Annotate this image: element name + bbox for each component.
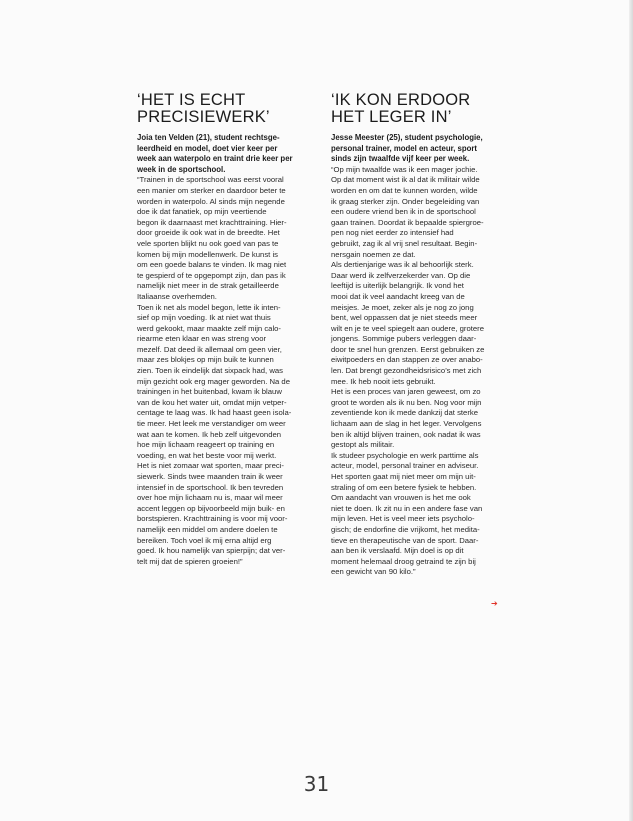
right-article-intro: Jesse Meester (25), student psychologie, personal trainer, model en acteur, sport sinds zijn twaalfde vijf keer per week. [331, 133, 483, 164]
left-article-headline: ‘HET IS ECHT PRECISIEWERK’ [137, 91, 270, 126]
left-article-intro: Joia ten Velden (21), student rechtsge- leerdheid en model, doet vier keer per week aan waterpolo en traint drie keer per week in de sportschool. [137, 133, 293, 174]
page-number: 31 [303, 772, 330, 796]
left-article [137, 92, 303, 567]
right-article [331, 92, 503, 578]
right-article-headline: ‘IK KON ERDOOR HET LEGER IN’ [331, 91, 471, 126]
end-of-article-arrow-icon: ➔ [491, 599, 498, 608]
page-edge-shadow [629, 0, 633, 821]
right-article-body: “Op mijn twaalfde was ik een mager jochie. Op dat moment wist ik al dat ik militair wilde worden en om dat te kunnen worden, wilde ik graag sterker zijn. Onder begeleiding van een oudere vriend ben ik in de sportschool gaan trainen. Doordat ik bepaalde spiergroe- pen nog niet eerder zo intensief had gebruikt, zag ik al vrij snel resultaat. Begin- nersgain noemen ze dat. Als dertienjarige was ik al behoorlijk sterk. Daar werd ik zelfverzekerder van. Op die leeftijd is uiterlijk belangrijk. Ik vond het mooi dat ik veel aandacht kreeg van de meisjes. Je moet, zeker als je nog zo jong bent, wel oppassen dat je niet steeds meer wilt en je te veel spiegelt aan oudere, grotere jongens. Sommige pubers verleggen daar- door te snel hun grenzen. Eerst gebruiken ze eiwitpoeders en dan stappen ze over anabo- len. Dat brengt gezondheidsrisico’s met zich mee. Ik heb nooit iets gebruikt. Het is een proces van jaren geweest, om zo groot te worden als ik nu ben. Nog voor mijn zeventiende kon ik mede dankzij dat sterke lichaam aan de slag in het leger. Vervolgens ben ik altijd blijven trainen, ook nadat ik was gestopt als militair. Ik studeer psychologie en werk parttime als acteur, model, personal trainer en adviseur. Het sporten gaat mij niet meer om mijn uit- straling of om een betere fysiek te hebben. Om aandacht van vrouwen is het me ook niet te doen. Ik zit nu in een andere fase van mijn leven. Het is veel meer iets psycholo- gisch; de endorfine die vrijkomt, het medita- tieve en therapeutische van de sport. Daar- aan ben ik verslaafd. Mijn doel is op dit moment helemaal droog getraind te zijn bij een gewicht van 90 kilo.” [331, 164, 485, 577]
left-article-body: “Trainen in de sportschool was eerst vooral een manier om sterker en daardoor beter te worden in waterpolo. Al sinds mijn negende doe ik dat fanatiek, op mijn veertiende begon ik daarnaast met krachttraining. Hier- door groeide ik ook wat in de breedte. Het vele sporten blijkt nu ook goed van pas te komen bij mijn modellenwerk. De kunst is om een goede balans te vinden. Ik mag niet te gespierd of te opgepompt zijn, dan pas ik namelijk niet meer in de strak getailleerde Italiaanse overhemden. Toen ik net als model begon, lette ik inten- sief op mijn voeding. Ik at niet wat thuis werd gekookt, maar maakte zelf mijn calo- riearme eten klaar en was streng voor mezelf. Dat deed ik allemaal om geen vier, maar zes blokjes op mijn buik te kunnen zien. Toen ik eindelijk dat sixpack had, was mijn gezicht ook erg mager geworden. Na de trainingen in het buitenbad, kwam ik blauw van de kou het water uit, omdat mijn vetper- centage te laag was. Ik had haast geen isola- tie meer. Het leek me verstandiger om weer wat aan te komen. Ik heb zelf uitgevonden hoe mijn lichaam reageert op training en voeding, en wat het beste voor mij werkt. Het is niet zomaar wat sporten, maar preci- siewerk. Sinds twee maanden train ik weer intensief in de sportschool. Ik ben tevreden over hoe mijn lichaam nu is, maar wil meer accent leggen op bijvoorbeeld mijn buik- en borstspieren. Krachttraining is voor mij voor- namelijk een middel om andere doelen te bereiken. Toch voel ik mij erna altijd erg goed. Ik hou namelijk van spierpijn; dat ver- telt mij dat de spieren groeien!” [137, 175, 292, 566]
